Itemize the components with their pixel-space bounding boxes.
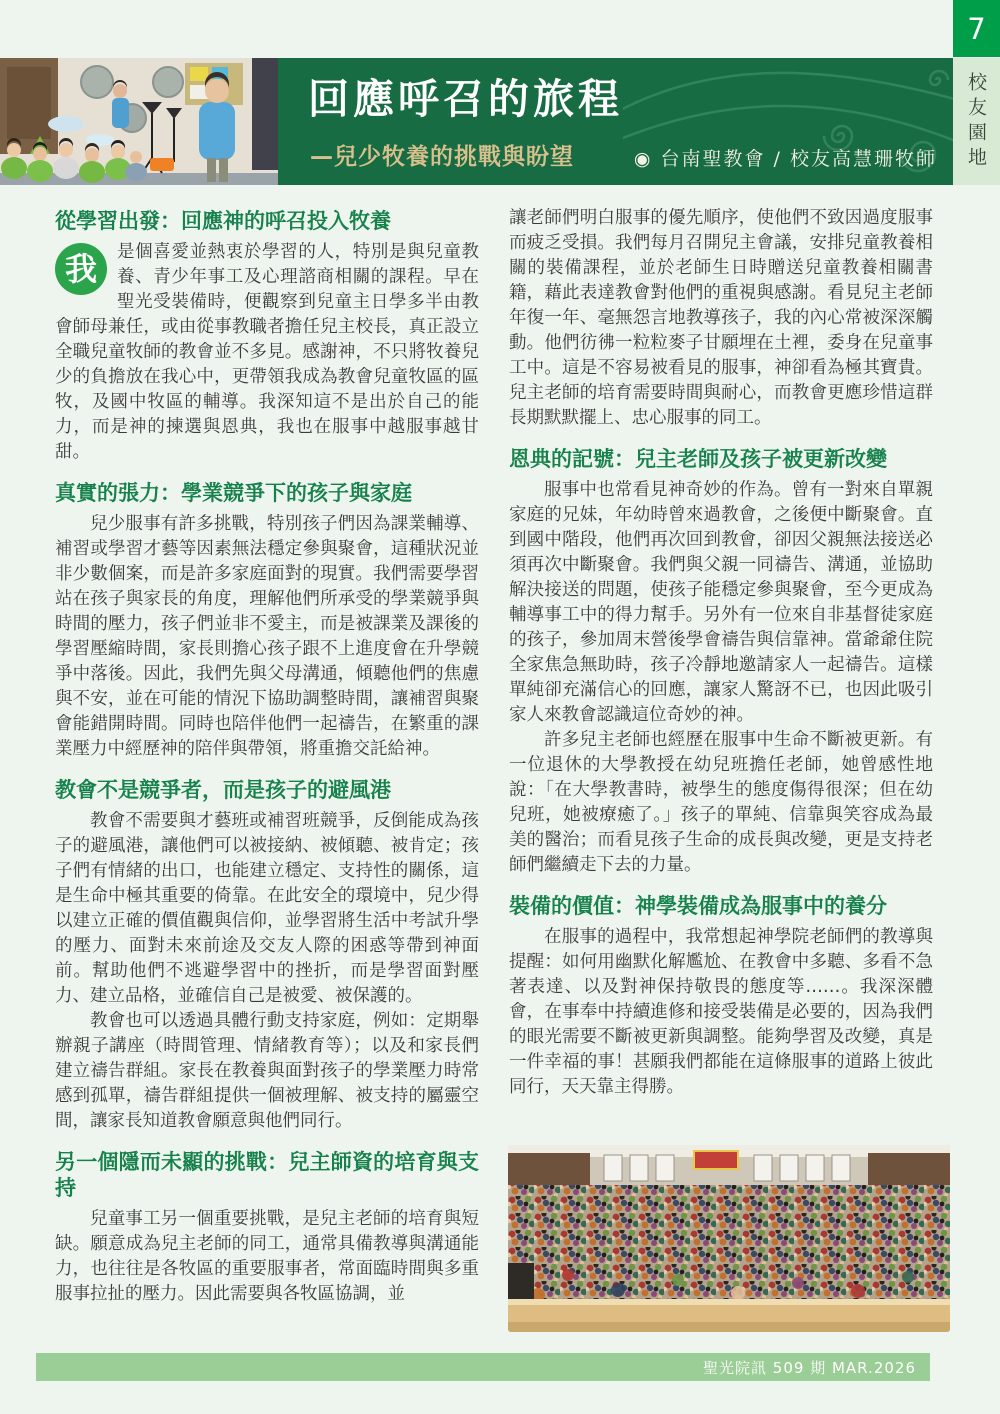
classroom-photo bbox=[0, 58, 278, 185]
article-column-left bbox=[55, 206, 479, 1307]
author-credit: ◉ 台南聖教會 / 校友高慧珊牧師 bbox=[633, 148, 937, 170]
section-heading-2: 真實的張力：學業競爭下的孩子與家庭 bbox=[55, 481, 412, 505]
article-title: 回應呼召的旅程 bbox=[308, 75, 623, 123]
section-heading-1: 從學習出發：回應神的呼召投入牧養 bbox=[55, 209, 391, 233]
paragraph: 教會不需要與才藝班或補習班競爭，反倒能成為孩子的避風港，讓他們可以被接納、被傾聽、被肯定；孩子們有情緒的出口，也能建立穩定、支持性的關係，這是生命中極其重要的倚靠。在此安全的環境中，兒少得以建立正確的價值觀與信仰，並學習將生活中考試升學的壓力、面對未來前途及交友人際的困惑等帶到神面前。幫助他們不逃避學習中的挫折，而是學習面對壓力、建立品格，並確信自己是被愛、被保護的。 bbox=[55, 811, 479, 1006]
group-photo-illustration bbox=[508, 1145, 950, 1332]
paragraph: 在服事的過程中，我常想起神學院老師們的教導與提醒：如何用幽默化解尷尬、在教會中多聽、多看不急著表達、以及對神保持敬畏的態度等……。我深深體會，在事奉中持續進修和接受裝備是必要的，因為我們的眼光需要不斷被更新與調整。能夠學習及改變，真是一件幸福的事！甚願我們都能在這條服事的道路上彼此同行，天天靠主得勝。 bbox=[509, 927, 933, 1097]
footer-bar bbox=[36, 1353, 930, 1381]
article-subtitle: —兒少牧養的挑戰與盼望 bbox=[310, 144, 574, 170]
article-banner bbox=[278, 58, 953, 185]
article-column-right bbox=[509, 206, 933, 1100]
page-number: 7 bbox=[953, 0, 1000, 57]
section-heading-4: 另一個隱而未顯的挑戰：兒主師資的培育與支持 bbox=[55, 1150, 479, 1200]
paragraph bbox=[55, 240, 479, 465]
section-heading-5: 恩典的記號：兒主老師及孩子被更新改變 bbox=[509, 447, 887, 471]
footer-issue-text: 聖光院訊 509 期 MAR.2026 bbox=[703, 1358, 916, 1377]
section-tab-alumni: 校友園地 bbox=[953, 58, 1000, 185]
classroom-photo-illustration bbox=[0, 58, 278, 185]
paragraph: 兒少服事有許多挑戰，特別孩子們因為課業輔導、補習或學習才藝等因素無法穩定參與聚會，這種狀況並非少數個案，而是許多家庭面對的現實。我們需要學習站在孩子與家長的角度，理解他們所承受的學業競爭與時間的壓力，孩子們並非不愛主，而是被課業及課後的學習壓縮時間，家長則擔心孩子跟不上進度會在升學競爭中落後。因此，我們先與父母溝通，傾聽他們的焦慮與不安，並在可能的情況下協助調整時間，讓補習與聚會能錯開時間。同時也陪伴他們一起禱告，在繁重的課業壓力中經歷神的陪伴與帶領，將重擔交託給神。 bbox=[55, 514, 479, 759]
paragraph: 教會也可以透過具體行動支持家庭，例如：定期舉辦親子講座（時間管理、情緒教育等）；以及和家長們建立禱告群組。家長在教養與面對孩子的學業壓力時常感到孤單，禱告群組提供一個被理解、被支持的屬靈空間，讓家長知道教會願意與他們同行。 bbox=[55, 1011, 479, 1131]
paragraph: 兒童事工另一個重要挑戰，是兒主老師的培育與短缺。願意成為兒主老師的同工，通常具備教導與溝通能力，也往往是各牧區的重要服事者，常面臨時間與多重服事拉扯的壓力。因此需要與各牧區協調，並 bbox=[55, 1209, 479, 1304]
paragraph: 許多兒主老師也經歷在服事中生命不斷被更新。有一位退休的大學教授在幼兒班擔任老師，她曾感性地說：「在大學教書時，被學生的態度傷得很深；但在幼兒班，她被療癒了。」孩子的單純、信靠與笑容成為最美的醫治；而看見孩子生命的成長與改變，更是支持老師們繼續走下去的力量。 bbox=[509, 730, 933, 875]
paragraph: 讓老師們明白服事的優先順序，使他們不致因過度服事而疲乏受損。我們每月召開兒主會議，安排兒童教養相關的裝備課程，並於老師生日時贈送兒童教養相關書籍，藉此表達教會對他們的重視與感謝。看見兒主老師年復一年、毫無怨言地教導孩子，我的內心常被深深觸動。他們彷彿一粒粒麥子甘願埋在土裡，委身在兒童事工中。這是不容易被看見的服事，神卻看為極其寶貴。兒主老師的培育需要時間與耐心，而教會更應珍惜這群長期默默擺上、忠心服事的同工。 bbox=[509, 208, 933, 428]
paragraph: 服事中也常看見神奇妙的作為。曾有一對來自單親家庭的兄妹，年幼時曾來過教會，之後便中斷聚會。直到國中階段，他們再次回到教會，卻因父親無法接送必須再次中斷聚會。我們與父親一同禱告、溝通，並協助解決接送的問題，使孩子能穩定參與聚會，至今更成為輔導事工中的得力幫手。另外有一位來自非基督徒家庭的孩子，參加周末營後學會禱告與信靠神。當爺爺住院全家焦急無助時，孩子冷靜地邀請家人一起禱告。這樣單純卻充滿信心的回應，讓家人驚訝不已，也因此吸引家人來教會認識這位奇妙的神。 bbox=[509, 480, 933, 725]
dropcap: 我 bbox=[55, 243, 107, 295]
group-photo bbox=[508, 1145, 950, 1332]
paragraph-text: 是個喜愛並熱衷於學習的人，特別是與兒童教養、青少年事工及心理諮商相關的課程。早在聖光受裝備時，便觀察到兒童主日學多半由教會師母兼任，或由從事教職者擔任兒主校長，真正設立全職兒童牧師的教會並不多見。感謝神，不只將牧養兒少的負擔放在我心中，更帶領我成為教會兒童牧區的區牧，及國中牧區的輔導。我深知這不是出於自己的能力，而是神的揀選與恩典，我也在服事中越服事越甘甜。 bbox=[55, 242, 479, 462]
section-heading-3: 教會不是競爭者，而是孩子的避風港 bbox=[55, 778, 391, 802]
section-heading-6: 裝備的價值：神學裝備成為服事中的養分 bbox=[509, 894, 887, 918]
